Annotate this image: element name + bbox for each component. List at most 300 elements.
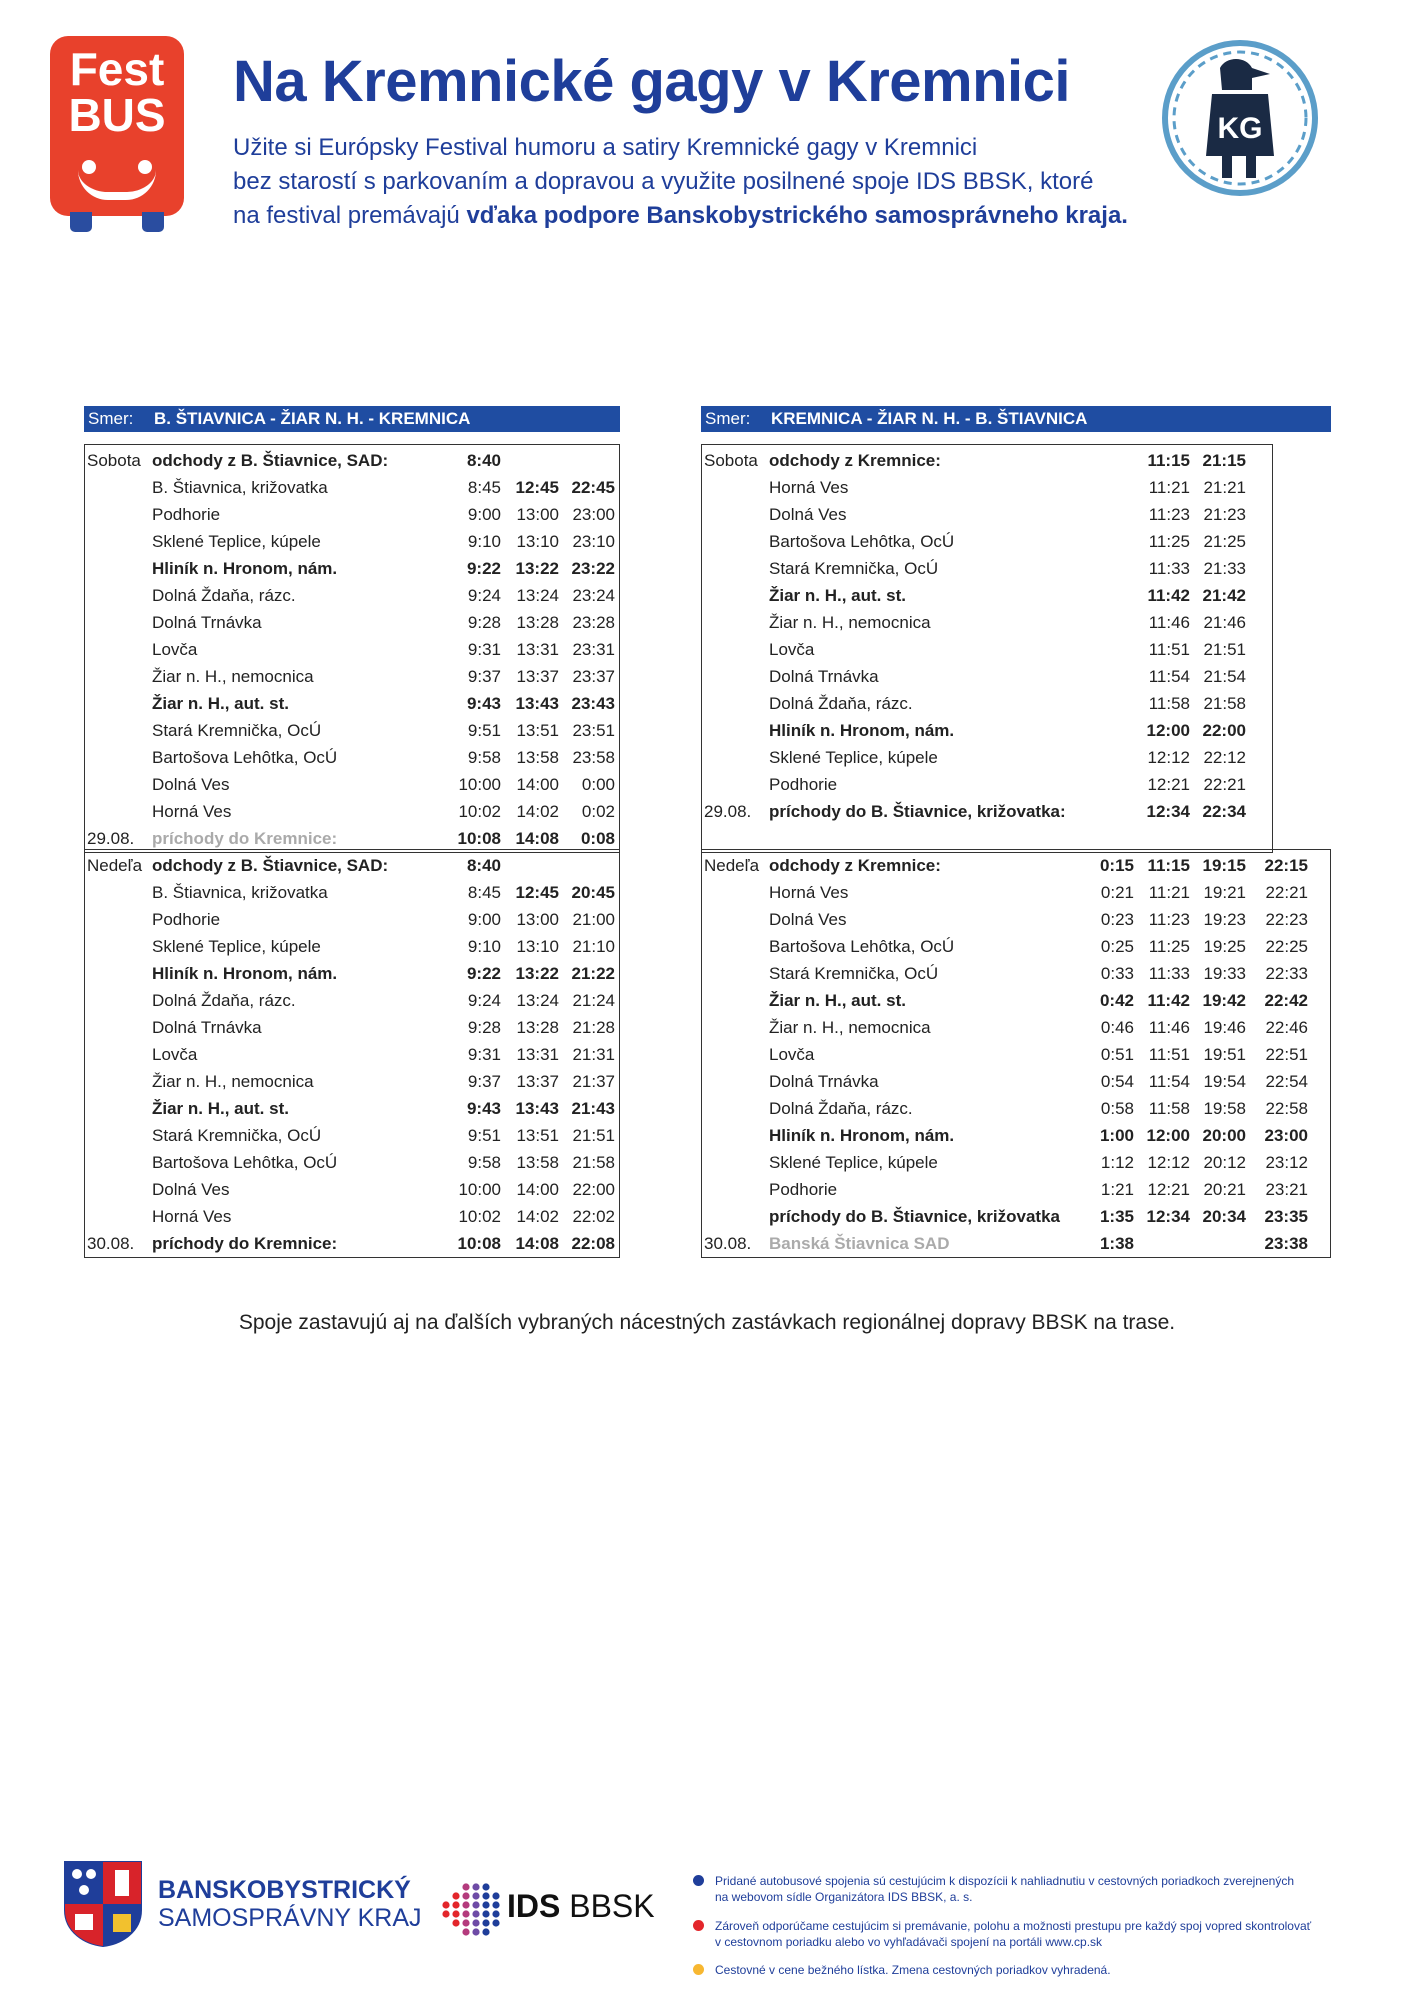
time-cell: 13:00: [516, 505, 559, 524]
table-row: [85, 555, 621, 582]
time-cell: 23:22: [571, 559, 615, 578]
festbus-logo-line1: Fest: [69, 43, 165, 95]
page-subtitle: [233, 131, 1193, 233]
time-cell: 13:22: [515, 964, 559, 983]
table-row: [702, 528, 1274, 555]
time-cell: 11:33: [1148, 964, 1190, 983]
time-cell: 23:58: [572, 748, 615, 767]
footnote-2: [693, 1918, 1383, 1950]
time-cell: 10:00: [458, 1180, 501, 1199]
time-cell: 9:00: [467, 910, 501, 929]
table-row: [702, 1014, 1332, 1041]
table-row: [85, 933, 621, 960]
time-cell: 9:31: [467, 640, 501, 659]
time-cell: 11:15: [1147, 451, 1190, 470]
ids-logo-bold: IDS: [507, 1888, 561, 1924]
time-cell: 9:24: [467, 991, 501, 1010]
footnote-1-line2: na webovom sídle Organizátora IDS BBSK, a. s.: [715, 1890, 973, 1904]
festbus-wheel-left: [70, 212, 92, 232]
footnote-1: [693, 1873, 1383, 1905]
table-row: [702, 1230, 1332, 1257]
time-cell: 12:21: [1147, 775, 1190, 794]
table-row: [702, 879, 1332, 906]
time-cell: 10:08: [457, 1234, 501, 1253]
stop-name-cell: Žiar n. H., nemocnica: [152, 1072, 314, 1091]
time-cell: 9:58: [467, 748, 501, 767]
time-cell: 9:31: [467, 1045, 501, 1064]
stop-name-cell: príchody do B. Štiavnice, križovatka: [769, 1207, 1060, 1226]
time-cell: 12:45: [515, 478, 559, 497]
table-row: [85, 1149, 621, 1176]
table-row: [702, 609, 1274, 636]
table-row: [85, 906, 621, 933]
time-cell: 9:22: [466, 964, 501, 983]
time-cell: 21:10: [572, 937, 615, 956]
time-cell: 23:31: [572, 640, 615, 659]
day-cell: 29.08.: [87, 829, 135, 848]
time-cell: 1:12: [1100, 1153, 1134, 1172]
ids-dot: [462, 1919, 469, 1926]
page-title: Na Kremnické gagy v Kremnici: [233, 49, 1071, 114]
table-row: [85, 1230, 621, 1257]
subtitle-line-3-plain: na festival premávajú: [233, 202, 467, 229]
table-row: [702, 1176, 1332, 1203]
ids-bbsk-logo-text: [507, 1888, 655, 1925]
table-row: [702, 690, 1274, 717]
time-cell: 9:10: [467, 937, 501, 956]
table-row: [85, 609, 621, 636]
ids-dot: [452, 1901, 459, 1908]
ids-dot: [472, 1919, 479, 1926]
time-cell: 23:21: [1265, 1180, 1308, 1199]
time-cell: 10:08: [457, 829, 501, 848]
table-row: [702, 501, 1274, 528]
time-cell: 22:21: [1265, 883, 1308, 902]
stop-name-cell: Dolná Ždaňa, rázc.: [769, 694, 913, 713]
time-cell: 21:25: [1203, 532, 1246, 551]
time-cell: 22:25: [1265, 937, 1308, 956]
table-row: [702, 447, 1274, 474]
time-cell: 9:58: [467, 1153, 501, 1172]
table-row: [85, 447, 621, 474]
table-row: [85, 582, 621, 609]
stop-name-cell: Bartošova Lehôtka, OcÚ: [769, 937, 955, 956]
time-cell: 12:34: [1146, 1207, 1190, 1226]
time-cell: 11:46: [1148, 613, 1190, 632]
ids-dot: [452, 1919, 459, 1926]
subtitle-line-2: bez starostí s parkovaním a dopravou a využite posilnené spoje IDS BBSK, ktoré: [233, 168, 1094, 195]
route-header-text: B. ŠTIAVNICA - ŽIAR N. H. - KREMNICA: [154, 409, 471, 428]
time-cell: 12:34: [1146, 802, 1190, 821]
time-cell: 22:00: [1202, 721, 1246, 740]
time-cell: 23:35: [1264, 1207, 1308, 1226]
table-row: [85, 636, 621, 663]
time-cell: 10:02: [458, 1207, 501, 1226]
time-cell: 21:51: [572, 1126, 615, 1145]
time-cell: 1:00: [1099, 1126, 1134, 1145]
route-header-label: Smer:: [705, 409, 751, 428]
table-row: [702, 1122, 1332, 1149]
ids-dot: [482, 1910, 489, 1917]
time-cell: 21:15: [1202, 451, 1246, 470]
timetable-block: [84, 849, 620, 1258]
footnote-1-line1: Pridané autobusové spojenia sú cestujúcim k dispozícii k nahliadnutiu v cestovných poriadkoch zverejnených: [715, 1874, 1294, 1888]
ids-dot: [492, 1901, 499, 1908]
time-cell: 20:34: [1202, 1207, 1246, 1226]
bbsk-name: [158, 1876, 422, 1932]
ids-dot: [452, 1910, 459, 1917]
timetable-block: [84, 444, 620, 853]
time-cell: 22:12: [1203, 748, 1246, 767]
table-row: [702, 960, 1332, 987]
table-row: [702, 744, 1274, 771]
ids-dot: [482, 1901, 489, 1908]
time-cell: 13:24: [516, 991, 559, 1010]
time-cell: 11:25: [1148, 532, 1190, 551]
stop-name-cell: Hliník n. Hronom, nám.: [769, 721, 955, 740]
day-cell: 29.08.: [704, 802, 752, 821]
stop-name-cell: Žiar n. H., aut. st.: [152, 1099, 289, 1118]
stop-name-cell: príchody do Kremnice:: [152, 1234, 338, 1253]
footnote-bullet-yellow: [693, 1964, 704, 1975]
time-cell: 21:33: [1203, 559, 1246, 578]
stop-name-cell: odchody z Kremnice:: [769, 856, 941, 875]
stop-name-cell: Dolná Ves: [769, 505, 847, 524]
stop-name-cell: B. Štiavnica, križovatka: [152, 478, 328, 497]
time-cell: 9:10: [467, 532, 501, 551]
time-cell: 11:33: [1148, 559, 1190, 578]
stop-name-cell: Hliník n. Hronom, nám.: [152, 964, 338, 983]
time-cell: 13:28: [516, 613, 559, 632]
table-row: [702, 636, 1274, 663]
table-row: [702, 987, 1332, 1014]
time-cell: 23:28: [572, 613, 615, 632]
stop-name-cell: Dolná Ždaňa, rázc.: [152, 586, 296, 605]
time-cell: 21:21: [1203, 478, 1246, 497]
stop-name-cell: Horná Ves: [152, 802, 232, 821]
time-cell: 22:00: [572, 1180, 615, 1199]
time-cell: 19:51: [1203, 1045, 1246, 1064]
time-cell: 0:23: [1100, 910, 1134, 929]
footnote-3-line1: Cestovné v cene bežného lístka. Zmena cestovných poriadkov vyhradená.: [715, 1963, 1111, 1977]
time-cell: 13:31: [516, 640, 559, 659]
time-cell: 13:43: [515, 694, 559, 713]
time-cell: 11:54: [1148, 667, 1190, 686]
time-cell: 13:10: [516, 532, 559, 551]
time-cell: 9:37: [467, 1072, 501, 1091]
route-header-label: Smer:: [88, 409, 134, 428]
bbsk-crest-icon: [63, 1860, 143, 1948]
day-cell: Sobota: [87, 451, 141, 470]
ids-dot: [482, 1928, 489, 1935]
table-row: [702, 474, 1274, 501]
time-cell: 0:15: [1099, 856, 1134, 875]
table-row: [702, 825, 1274, 852]
time-cell: 0:46: [1100, 1018, 1134, 1037]
time-cell: 11:23: [1148, 505, 1190, 524]
time-cell: 22:54: [1265, 1072, 1308, 1091]
ids-dot: [462, 1928, 469, 1935]
table-row: [702, 852, 1332, 879]
footnote-bullet-blue: [693, 1875, 704, 1886]
stop-name-cell: príchody do Kremnice:: [152, 829, 338, 848]
time-cell: 22:45: [571, 478, 615, 497]
time-cell: 11:42: [1147, 991, 1190, 1010]
stop-name-cell: Dolná Trnávka: [152, 613, 262, 632]
time-cell: 10:02: [458, 802, 501, 821]
stop-name-cell: Dolná Ves: [769, 910, 847, 929]
time-cell: 13:43: [515, 1099, 559, 1118]
stop-name-cell: Dolná Ves: [152, 775, 230, 794]
time-cell: 12:21: [1147, 1180, 1190, 1199]
time-cell: 14:08: [515, 829, 559, 848]
time-cell: 11:51: [1148, 640, 1190, 659]
time-cell: 0:08: [580, 829, 615, 848]
stop-name-cell: Horná Ves: [769, 883, 849, 902]
stop-name-cell: Podhorie: [769, 775, 838, 794]
table-row: [702, 1068, 1332, 1095]
table-row: [85, 798, 621, 825]
stop-name-cell: Stará Kremnička, OcÚ: [769, 559, 939, 578]
time-cell: 22:42: [1264, 991, 1308, 1010]
route-header-text: KREMNICA - ŽIAR N. H. - B. ŠTIAVNICA: [771, 409, 1088, 428]
time-cell: 11:58: [1148, 694, 1190, 713]
table-row: [85, 987, 621, 1014]
stop-name-cell: Bartošova Lehôtka, OcÚ: [152, 748, 338, 767]
time-cell: 14:08: [515, 1234, 559, 1253]
time-cell: 23:38: [1264, 1234, 1308, 1253]
table-row: [85, 1203, 621, 1230]
footnote-2-line2: v cestovnom poriadku alebo vo vyhľadávači spojení na portáli www.cp.sk: [715, 1935, 1103, 1949]
stop-name-cell: Horná Ves: [769, 478, 849, 497]
timetable-kremnica-direction: [84, 406, 620, 1253]
time-cell: 8:40: [466, 451, 501, 470]
time-cell: 0:02: [581, 802, 615, 821]
stop-name-cell: Podhorie: [152, 505, 221, 524]
table-row: [85, 1068, 621, 1095]
ids-dot: [482, 1892, 489, 1899]
stop-name-cell: Dolná Ždaňa, rázc.: [152, 991, 296, 1010]
time-cell: 20:45: [571, 883, 615, 902]
ids-dot: [442, 1901, 449, 1908]
timetable-block: [701, 444, 1273, 853]
stop-name-cell: Lovča: [152, 640, 198, 659]
table-row: [702, 771, 1274, 798]
ids-dot: [472, 1892, 479, 1899]
stop-name-cell: Žiar n. H., aut. st.: [769, 991, 906, 1010]
bbsk-name-line1: BANSKOBYSTRICKÝ: [158, 1876, 411, 1904]
time-cell: 23:10: [572, 532, 615, 551]
time-cell: 23:43: [571, 694, 615, 713]
stop-name-cell: Sklené Teplice, kúpele: [152, 532, 321, 551]
time-cell: 9:22: [466, 559, 501, 578]
time-cell: 19:46: [1203, 1018, 1246, 1037]
time-cell: 9:37: [467, 667, 501, 686]
time-cell: 23:12: [1265, 1153, 1308, 1172]
table-row: [702, 1041, 1332, 1068]
stop-name-cell: príchody do B. Štiavnice, križovatka:: [769, 802, 1066, 821]
stop-name-cell: Lovča: [769, 1045, 815, 1064]
time-cell: 23:24: [572, 586, 615, 605]
table-row: [85, 960, 621, 987]
timetable-block: [701, 849, 1331, 1258]
time-cell: 22:15: [1264, 856, 1308, 875]
table-row: [85, 879, 621, 906]
time-cell: 21:28: [572, 1018, 615, 1037]
time-cell: 21:31: [572, 1045, 615, 1064]
stop-name-cell: Podhorie: [152, 910, 221, 929]
table-row: [702, 933, 1332, 960]
stop-name-cell: Dolná Trnávka: [769, 1072, 879, 1091]
table-row: [702, 555, 1274, 582]
time-cell: 13:37: [516, 667, 559, 686]
time-cell: 8:45: [467, 478, 501, 497]
time-cell: 0:21: [1100, 883, 1134, 902]
time-cell: 21:43: [571, 1099, 615, 1118]
time-cell: 9:43: [466, 694, 501, 713]
time-cell: 12:12: [1147, 748, 1190, 767]
time-cell: 0:33: [1100, 964, 1134, 983]
table-row: [85, 528, 621, 555]
time-cell: 23:00: [1264, 1126, 1308, 1145]
time-cell: 11:23: [1148, 910, 1190, 929]
time-cell: 19:33: [1203, 964, 1246, 983]
festbus-wheel-right: [142, 212, 164, 232]
ids-dot: [472, 1910, 479, 1917]
time-cell: 22:46: [1265, 1018, 1308, 1037]
ids-dot: [492, 1892, 499, 1899]
stop-name-cell: Horná Ves: [152, 1207, 232, 1226]
time-cell: 21:42: [1202, 586, 1246, 605]
table-row: [85, 1176, 621, 1203]
route-header: [701, 406, 1331, 432]
time-cell: 11:25: [1148, 937, 1190, 956]
kg-logo-text: KG: [1217, 112, 1263, 145]
time-cell: 21:37: [572, 1072, 615, 1091]
ids-dot: [462, 1883, 469, 1890]
stop-name-cell: odchody z Kremnice:: [769, 451, 941, 470]
time-cell: 20:00: [1202, 1126, 1246, 1145]
time-cell: 19:21: [1203, 883, 1246, 902]
stop-name-cell: Žiar n. H., nemocnica: [769, 613, 931, 632]
time-cell: 11:51: [1148, 1045, 1190, 1064]
day-cell: 30.08.: [87, 1234, 135, 1253]
table-row: [702, 717, 1274, 744]
time-cell: 11:42: [1147, 586, 1190, 605]
time-cell: 21:58: [1203, 694, 1246, 713]
time-cell: 0:54: [1100, 1072, 1134, 1091]
ids-logo-rest: BBSK: [560, 1888, 655, 1924]
stop-name-cell: Stará Kremnička, OcÚ: [152, 1126, 322, 1145]
time-cell: 20:21: [1203, 1180, 1246, 1199]
time-cell: 22:23: [1265, 910, 1308, 929]
subtitle-line-3: [233, 199, 1193, 233]
kremnicke-gagy-logo: [1160, 38, 1320, 198]
day-cell: Sobota: [704, 451, 758, 470]
time-cell: 21:23: [1203, 505, 1246, 524]
stop-name-cell: Sklené Teplice, kúpele: [152, 937, 321, 956]
time-cell: 10:00: [458, 775, 501, 794]
ids-dot: [462, 1901, 469, 1908]
table-row: [85, 1041, 621, 1068]
time-cell: 13:00: [516, 910, 559, 929]
festbus-logo-line2: BUS: [68, 89, 166, 141]
time-cell: 11:58: [1148, 1099, 1190, 1118]
time-cell: 8:40: [466, 856, 501, 875]
timetable-stiavnica-direction: [701, 406, 1331, 1253]
stop-name-cell: B. Štiavnica, križovatka: [152, 883, 328, 902]
table-row: [702, 1203, 1332, 1230]
table-row: [702, 663, 1274, 690]
time-cell: 13:58: [516, 748, 559, 767]
time-cell: 12:00: [1146, 721, 1190, 740]
time-cell: 21:54: [1203, 667, 1246, 686]
time-cell: 23:00: [572, 505, 615, 524]
time-cell: 21:58: [572, 1153, 615, 1172]
time-cell: 23:51: [572, 721, 615, 740]
table-row: [85, 474, 621, 501]
time-cell: 21:46: [1203, 613, 1246, 632]
table-row: [85, 744, 621, 771]
time-cell: 11:15: [1147, 856, 1190, 875]
time-cell: 13:10: [516, 937, 559, 956]
time-cell: 22:34: [1202, 802, 1246, 821]
table-row: [702, 582, 1274, 609]
stop-name-cell: Lovča: [152, 1045, 198, 1064]
time-cell: 0:25: [1100, 937, 1134, 956]
stop-name-cell: Lovča: [769, 640, 815, 659]
time-cell: 13:37: [516, 1072, 559, 1091]
time-cell: 0:00: [581, 775, 615, 794]
subtitle-line-3-bold: vďaka podpore Banskobystrického samosprávneho kraja.: [466, 202, 1128, 229]
time-cell: 14:00: [516, 1180, 559, 1199]
time-cell: 21:51: [1203, 640, 1246, 659]
time-cell: 9:28: [467, 613, 501, 632]
table-row: [85, 690, 621, 717]
ids-dot: [462, 1892, 469, 1899]
ids-dot: [462, 1910, 469, 1917]
stop-name-cell: Žiar n. H., nemocnica: [769, 1018, 931, 1037]
footnote-2-line1: Zároveň odporúčame cestujúcim si premávanie, polohu a možnosti prestupu pre každý spoj vopred skontrolovať: [715, 1919, 1312, 1933]
time-cell: 12:12: [1147, 1153, 1190, 1172]
bbsk-name-line2: SAMOSPRÁVNY KRAJ: [158, 1904, 422, 1932]
time-cell: 1:21: [1100, 1180, 1134, 1199]
stop-name-cell: Dolná Ves: [152, 1180, 230, 1199]
time-cell: 21:22: [571, 964, 615, 983]
time-cell: 9:43: [466, 1099, 501, 1118]
table-row: [85, 825, 621, 852]
time-cell: 22:02: [572, 1207, 615, 1226]
table-row: [85, 1122, 621, 1149]
stop-name-cell: Sklené Teplice, kúpele: [769, 748, 938, 767]
time-cell: 9:51: [467, 721, 501, 740]
time-cell: 1:35: [1099, 1207, 1134, 1226]
ids-dot: [492, 1910, 499, 1917]
time-cell: 14:02: [516, 802, 559, 821]
table-row: [85, 663, 621, 690]
table-row: [702, 1149, 1332, 1176]
time-cell: 13:51: [516, 721, 559, 740]
ids-bbsk-dots-icon: [440, 1882, 502, 1938]
time-cell: 9:00: [467, 505, 501, 524]
time-cell: 22:58: [1265, 1099, 1308, 1118]
time-cell: 11:21: [1148, 883, 1190, 902]
time-cell: 0:42: [1099, 991, 1134, 1010]
ids-dot: [482, 1919, 489, 1926]
stop-name-cell: Podhorie: [769, 1180, 838, 1199]
stop-name-cell: Žiar n. H., aut. st.: [152, 694, 289, 713]
stop-name-cell: Dolná Trnávka: [152, 1018, 262, 1037]
